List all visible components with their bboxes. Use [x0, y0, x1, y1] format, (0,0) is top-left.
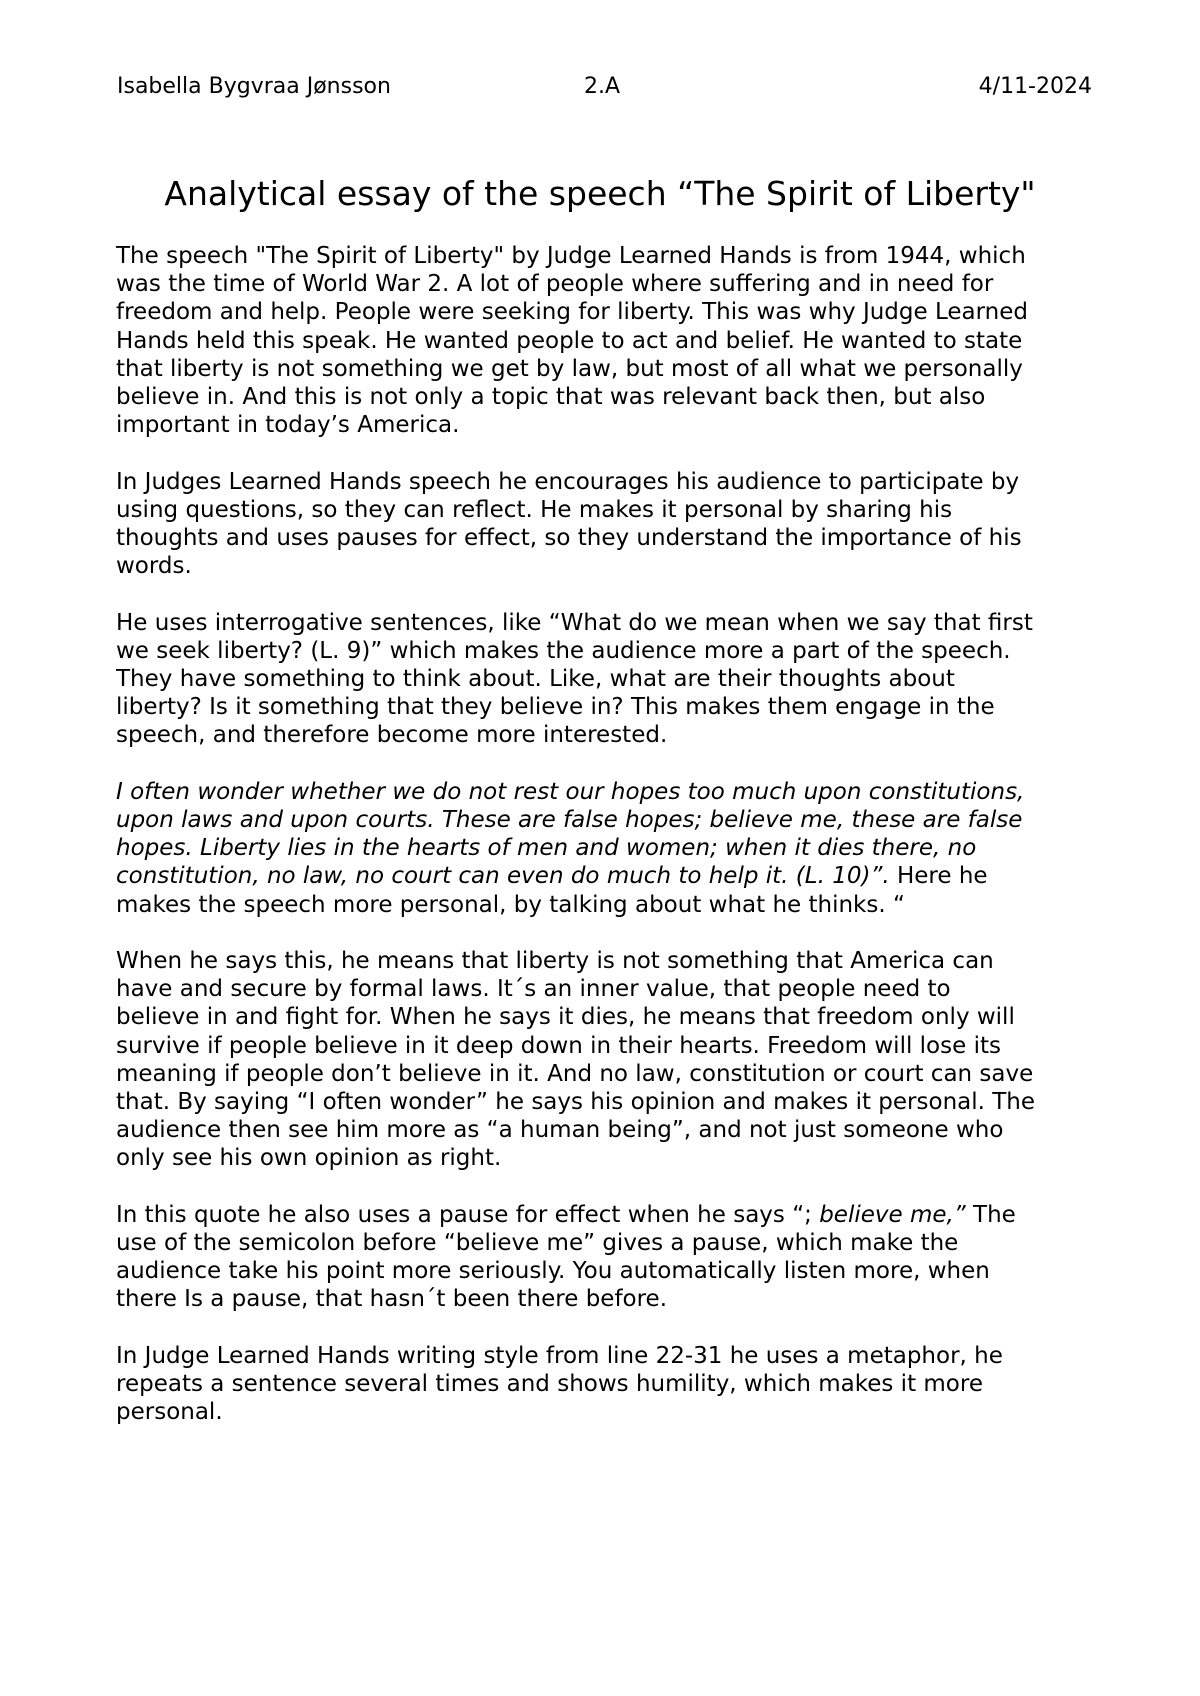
text-line: audience then see him more as “a human being”, and not just someone who — [116, 1117, 1004, 1144]
text-line: meaning if people don’t believe in it. And no law, constitution or court can save — [116, 1060, 1034, 1087]
text-line: freedom and help. People were seeking for liberty. This was why Judge Learned — [116, 299, 1029, 326]
text-line: repeats a sentence several times and shows humility, which makes it more — [116, 1371, 983, 1398]
paragraph-quote — [116, 778, 1106, 919]
text-line: thoughts and uses pauses for effect, so they understand the importance of his — [116, 525, 1022, 552]
text-line: believe in and fight for. When he says it dies, he means that freedom only will — [116, 1004, 1015, 1031]
date-label: 4/11-2024 — [978, 74, 1092, 99]
quote-line: hopes. Liberty lies in the hearts of men and women; when it dies there, no — [116, 835, 977, 862]
text-line: that liberty is not something we get by law, but most of all what we personally — [116, 355, 1023, 382]
mixed-line — [116, 862, 1106, 890]
text-line: speech, and therefore become more interested. — [116, 722, 668, 749]
text-line: there Is a pause, that hasn´t been there before. — [116, 1286, 668, 1313]
paragraph-pause — [116, 1201, 1106, 1314]
paragraph-thesis — [116, 468, 1106, 581]
quote-line: I often wonder whether we do not rest our hopes too much upon constitutions, — [116, 778, 1025, 805]
text-line: have and secure by formal laws. It´s an inner value, that people need to — [116, 976, 951, 1003]
text-line: makes the speech more personal, by talking about what he thinks. “ — [116, 891, 905, 918]
author-name: Isabella Bygvraa Jønsson — [117, 74, 391, 99]
paragraph-questions — [116, 609, 1106, 750]
text-fragment: Here he — [889, 863, 988, 890]
text-line: He uses interrogative sentences, like “What do we mean when we say that first — [116, 609, 1033, 636]
quote-line: upon laws and upon courts. These are false hopes; believe me, these are false — [116, 807, 1023, 834]
paragraph-style — [116, 1342, 1106, 1427]
text-line: survive if people believe in it deep down in their hearts. Freedom will lose its — [116, 1032, 1001, 1059]
essay-title: Analytical essay of the speech “The Spirit of Liberty" — [164, 174, 1036, 213]
paragraph-intro — [116, 242, 1106, 439]
text-line: words. — [116, 553, 192, 580]
text-line: In Judge Learned Hands writing style from line 22-31 he uses a metaphor, he — [116, 1342, 1003, 1369]
paragraph-interpretation — [116, 947, 1106, 1173]
text-line: personal. — [116, 1399, 223, 1426]
text-line: When he says this, he means that liberty is not something that America can — [116, 948, 994, 975]
text-line: we seek liberty? (L. 9)” which makes the audience more a part of the speech. — [116, 637, 1011, 664]
text-line: using questions, so they can reflect. He makes it personal by sharing his — [116, 496, 953, 523]
text-line: Hands held this speak. He wanted people to act and belief. He wanted to state — [116, 327, 1023, 354]
text-line: that. By saying “I often wonder” he says his opinion and makes it personal. The — [116, 1089, 1036, 1116]
mixed-line — [116, 1201, 1106, 1229]
text-line: believe in. And this is not only a topic that was relevant back then, but also — [116, 384, 986, 411]
essay-body — [116, 242, 1106, 1455]
text-line: The speech "The Spirit of Liberty" by Judge Learned Hands is from 1944, which — [116, 243, 1026, 269]
text-fragment: The — [965, 1201, 1016, 1228]
class-label: 2.A — [584, 74, 621, 99]
text-line: use of the semicolon before “believe me” gives a pause, which make the — [116, 1230, 959, 1257]
text-line: liberty? Is it something that they believe in? This makes them engage in the — [116, 694, 995, 721]
text-line: In Judges Learned Hands speech he encourages his audience to participate by — [116, 468, 1020, 495]
text-line: only see his own opinion as right. — [116, 1145, 502, 1172]
text-line: important in today’s America. — [116, 412, 460, 439]
quote-fragment: believe me,” — [819, 1201, 966, 1228]
text-line: was the time of World War 2. A lot of people where suffering and in need for — [116, 271, 994, 298]
text-line: They have something to think about. Like, what are their thoughts about — [116, 666, 955, 693]
text-line: audience take his point more seriously. You automatically listen more, when — [116, 1258, 990, 1285]
text-fragment: In this quote he also uses a pause for effect when he says “; — [116, 1201, 820, 1228]
page-header — [117, 70, 1092, 104]
quote-fragment: constitution, no law, no court can even do much to help it. (L. 10)”. — [116, 863, 890, 890]
